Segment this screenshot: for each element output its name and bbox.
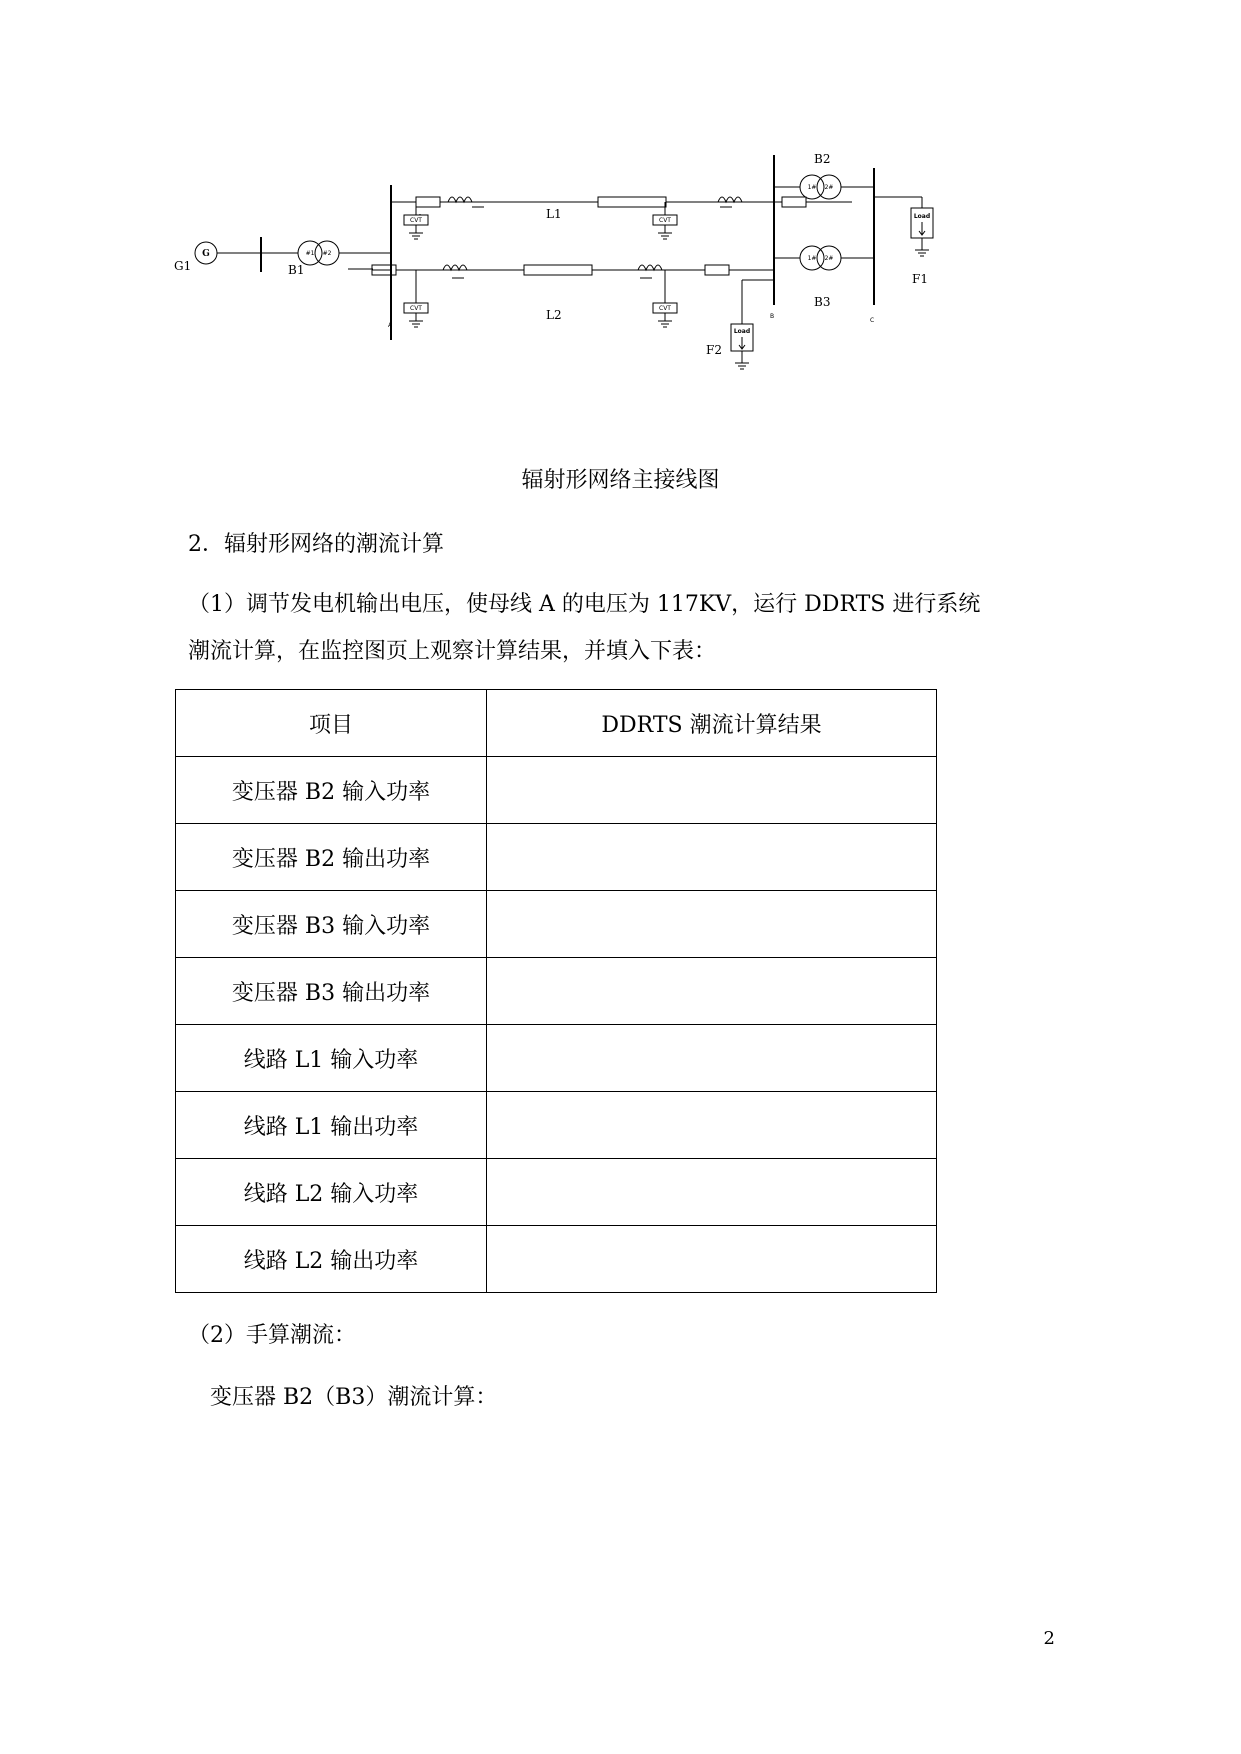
l2-cvt-b-label: CVT (659, 305, 671, 312)
step1-text-line1: （1）调节发电机输出电压，使母线 A 的电压为 117KV，运行 DDRTS 进行系统 (188, 592, 981, 617)
table-row (176, 757, 937, 824)
b2-label: B2 (814, 152, 831, 166)
page-number: 2 (1043, 1628, 1055, 1649)
step2-subheading: 变压器 B2（B3）潮流计算： (210, 1385, 498, 1410)
line-l2 (524, 265, 592, 275)
l1-trap-a (448, 197, 472, 202)
b1-winding-1-label: #1 (305, 250, 315, 257)
header-item: 项目 (176, 690, 487, 757)
row-item: 变压器 B2 输出功率 (176, 824, 487, 891)
l1-label: L1 (546, 207, 562, 221)
row-result[interactable] (487, 891, 937, 958)
table-row (176, 891, 937, 958)
b2-winding-2-label: 2# (824, 184, 834, 191)
l2-trap-b (638, 265, 662, 270)
table-row (176, 824, 937, 891)
bus-a-label: A (388, 322, 393, 329)
row-result[interactable] (487, 1159, 937, 1226)
row-item: 线路 L2 输入功率 (176, 1159, 487, 1226)
load-f2-label: Load (733, 328, 751, 335)
l1-cvt-a-label: CVT (410, 217, 422, 224)
step2-heading: （2）手算潮流： (188, 1323, 356, 1348)
section-title: 2．辐射形网络的潮流计算 (188, 532, 444, 557)
power-flow-result-table (175, 689, 937, 1293)
l2-cvt-a-label: CVT (410, 305, 422, 312)
table-row (176, 1226, 937, 1293)
l1-trap-b (718, 197, 742, 202)
l1-cvt-b-label: CVT (659, 217, 671, 224)
row-item: 线路 L1 输入功率 (176, 1025, 487, 1092)
l1-breaker-b (782, 197, 806, 207)
row-item: 变压器 B2 输入功率 (176, 757, 487, 824)
b3-winding-1-label: 1# (807, 255, 817, 262)
bus-b-label: B (770, 313, 775, 320)
b3-winding-2-label: 2# (824, 255, 834, 262)
table-row (176, 1092, 937, 1159)
f2-label: F2 (706, 343, 722, 357)
row-result[interactable] (487, 1025, 937, 1092)
table-row (176, 1025, 937, 1092)
row-item: 线路 L1 输出功率 (176, 1092, 487, 1159)
row-result[interactable] (487, 1092, 937, 1159)
b1-winding-2-label: #2 (322, 250, 332, 257)
row-result[interactable] (487, 958, 937, 1025)
b2-winding-1-label: 1# (807, 184, 817, 191)
row-result[interactable] (487, 824, 937, 891)
g1-label: G1 (174, 259, 192, 273)
table-row (176, 1159, 937, 1226)
f1-label: F1 (912, 272, 928, 286)
table-row (176, 958, 937, 1025)
line-l1 (598, 197, 666, 207)
radial-network-diagram (174, 152, 1080, 430)
b1-label: B1 (288, 263, 305, 277)
row-item: 变压器 B3 输入功率 (176, 891, 487, 958)
header-result: DDRTS 潮流计算结果 (487, 690, 937, 757)
generator-label: G (202, 249, 210, 259)
diagram-caption: 辐射形网络主接线图 (521, 468, 720, 493)
load-f1-label: Load (913, 213, 931, 220)
row-result[interactable] (487, 1226, 937, 1293)
b3-label: B3 (814, 295, 831, 309)
l2-breaker-b (705, 265, 729, 275)
row-item: 变压器 B3 输出功率 (176, 958, 487, 1025)
table-header-row (176, 690, 937, 757)
l2-label: L2 (546, 308, 562, 322)
l2-trap-a (443, 265, 467, 270)
bus-c-label: C (870, 317, 875, 324)
step1-text-line2: 潮流计算，在监控图页上观察计算结果，并填入下表： (188, 639, 717, 664)
row-result[interactable] (487, 757, 937, 824)
row-item: 线路 L2 输出功率 (176, 1226, 487, 1293)
l1-breaker-a (416, 197, 440, 207)
